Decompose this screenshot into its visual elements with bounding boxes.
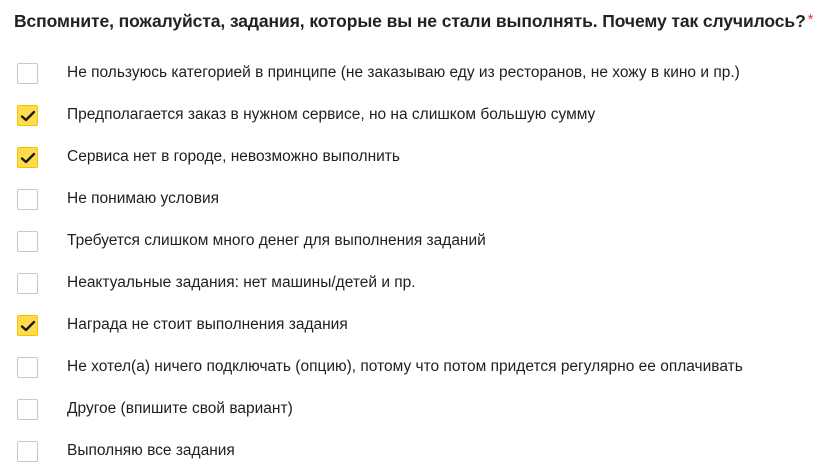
option-label[interactable]: Выполняю все задания <box>67 442 235 459</box>
option-label[interactable]: Сервиса нет в городе, невозможно выполнить <box>67 148 400 165</box>
option-label[interactable]: Не хотел(а) ничего подключать (опцию), потому что потом придется регулярно ее оплачивать <box>67 358 743 375</box>
option-item[interactable] <box>17 178 743 220</box>
option-checkbox[interactable] <box>17 315 38 336</box>
option-item[interactable] <box>17 430 743 472</box>
option-checkbox[interactable] <box>17 147 38 168</box>
option-label[interactable]: Не понимаю условия <box>67 190 220 207</box>
option-item[interactable] <box>17 304 743 346</box>
option-item[interactable] <box>17 346 743 388</box>
option-item[interactable] <box>17 52 743 94</box>
option-checkbox[interactable] <box>17 105 38 126</box>
options-list <box>17 52 743 472</box>
option-label[interactable]: Не пользуюсь категорией в принципе (не заказываю еду из ресторанов, не хожу в кино и пр.) <box>67 64 740 81</box>
option-item[interactable] <box>17 220 743 262</box>
question-title <box>14 11 813 32</box>
checkmark-icon <box>20 319 36 333</box>
option-label[interactable]: Другое (впишите свой вариант) <box>67 400 293 417</box>
option-checkbox[interactable] <box>17 63 38 84</box>
option-label[interactable]: Требуется слишком много денег для выполнения заданий <box>67 232 486 249</box>
option-label[interactable]: Неактуальные задания: нет машины/детей и пр. <box>67 274 416 291</box>
checkmark-icon <box>20 109 36 123</box>
option-checkbox[interactable] <box>17 231 38 252</box>
option-item[interactable] <box>17 262 743 304</box>
option-item[interactable] <box>17 136 743 178</box>
option-checkbox[interactable] <box>17 189 38 210</box>
option-item[interactable] <box>17 94 743 136</box>
option-label[interactable]: Предполагается заказ в нужном сервисе, но на слишком большую сумму <box>67 106 596 123</box>
option-checkbox[interactable] <box>17 273 38 294</box>
checkmark-icon <box>20 151 36 165</box>
option-checkbox[interactable] <box>17 441 38 462</box>
option-item[interactable] <box>17 388 743 430</box>
option-label[interactable]: Награда не стоит выполнения задания <box>67 316 348 333</box>
question-text: Вспомните, пожалуйста, задания, которые вы не стали выполнять. Почему так случилось? <box>14 11 806 31</box>
option-checkbox[interactable] <box>17 399 38 420</box>
required-mark: * <box>807 11 813 28</box>
option-checkbox[interactable] <box>17 357 38 378</box>
